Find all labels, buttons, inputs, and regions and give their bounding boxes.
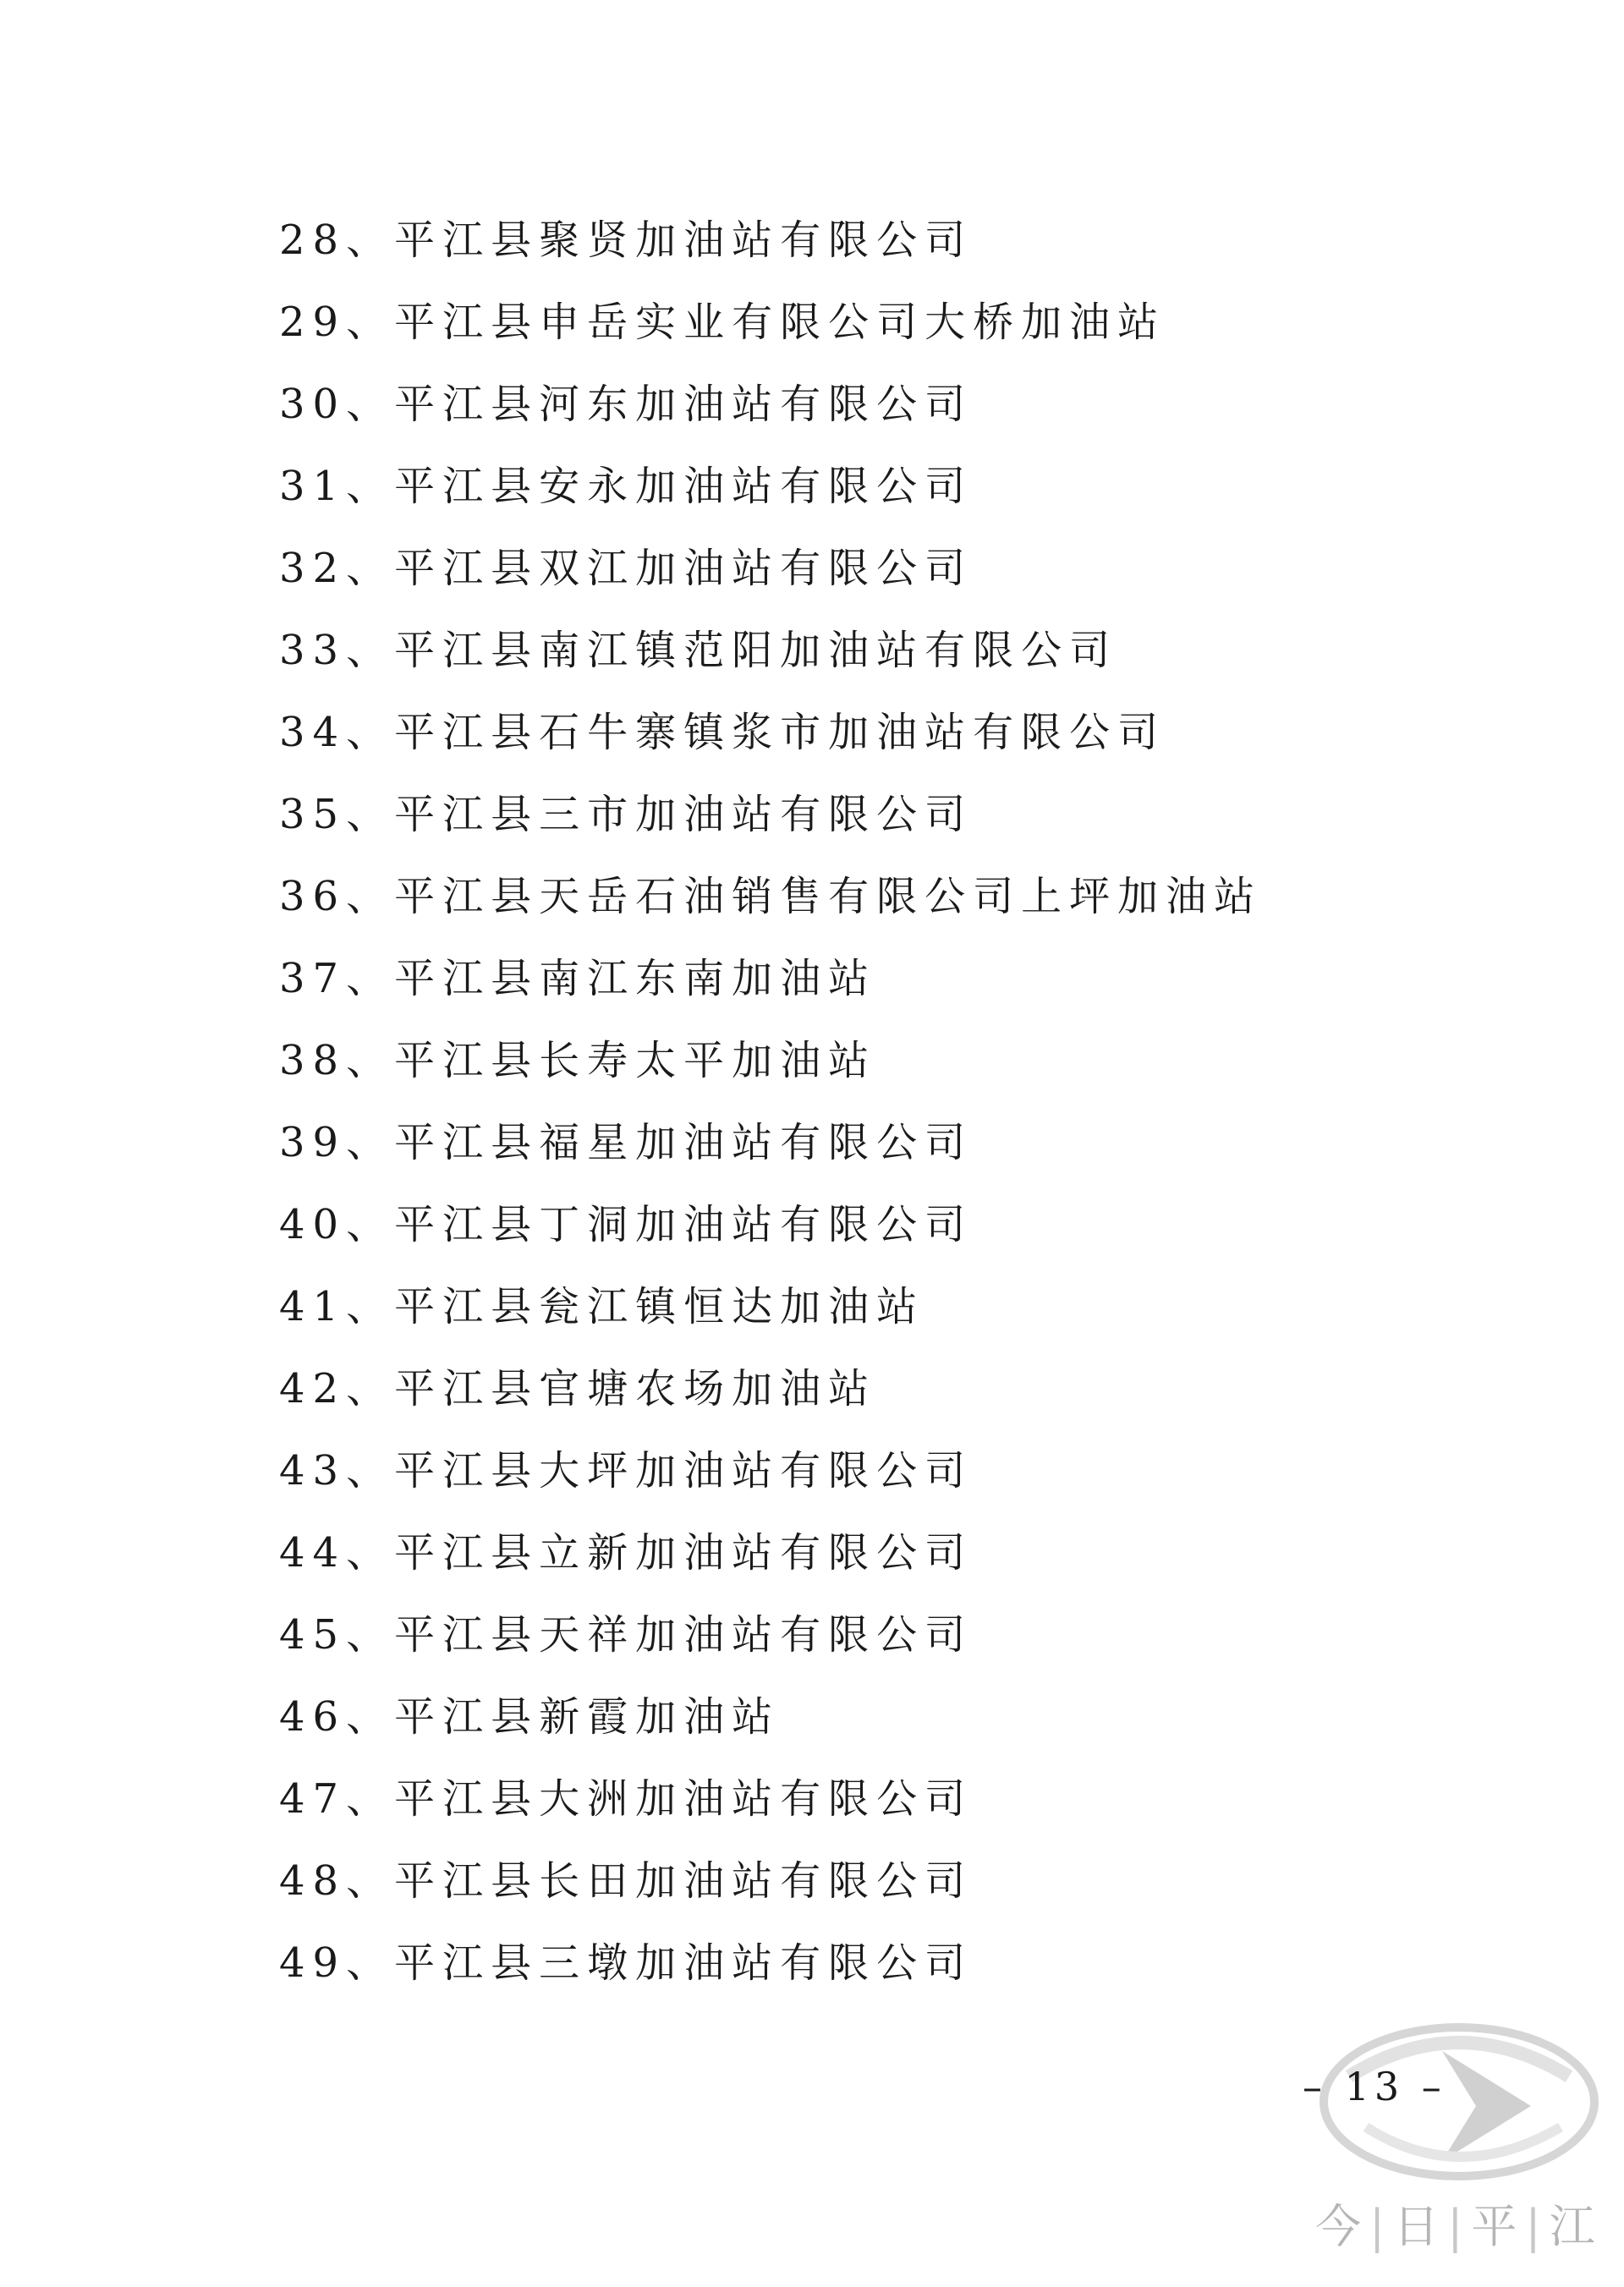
list-item: 48、平江县长田加油站有限公司 (279, 1857, 974, 1905)
list-item: 46、平江县新霞加油站 (279, 1693, 781, 1741)
list-item: 32、平江县双江加油站有限公司 (279, 545, 974, 592)
list-item: 31、平江县安永加油站有限公司 (279, 463, 974, 510)
list-item: 34、平江县石牛寨镇浆市加油站有限公司 (279, 709, 1166, 756)
list-item: 30、平江县河东加油站有限公司 (279, 381, 974, 428)
list-item: 40、平江县丁洞加油站有限公司 (279, 1201, 974, 1248)
page-number: – 13 – (1303, 2064, 1446, 2109)
list-item: 47、平江县大洲加油站有限公司 (279, 1775, 974, 1823)
list-item: 39、平江县福星加油站有限公司 (279, 1119, 974, 1166)
watermark-char: 平 (1471, 2200, 1521, 2253)
list-item: 36、平江县天岳石油销售有限公司上坪加油站 (279, 873, 1263, 920)
list-item: 37、平江县南江东南加油站 (279, 955, 877, 1002)
list-item: 33、平江县南江镇范阳加油站有限公司 (279, 627, 1118, 674)
gas-station-list (279, 210, 1262, 2015)
list-item: 49、平江县三墩加油站有限公司 (279, 1939, 974, 1987)
list-item: 28、平江县聚贤加油站有限公司 (279, 217, 974, 264)
list-item: 42、平江县官塘农场加油站 (279, 1365, 877, 1412)
list-item: 41、平江县瓮江镇恒达加油站 (279, 1283, 925, 1330)
watermark-char: 今 (1315, 2200, 1364, 2253)
list-item: 44、平江县立新加油站有限公司 (279, 1529, 974, 1577)
list-item: 29、平江县申岳实业有限公司大桥加油站 (279, 299, 1166, 346)
watermark-char: 日 (1393, 2200, 1443, 2253)
watermark-char: 江 (1549, 2200, 1599, 2253)
list-item: 35、平江县三市加油站有限公司 (279, 791, 974, 838)
list-item: 45、平江县天祥加油站有限公司 (279, 1611, 974, 1659)
list-item: 38、平江县长寿太平加油站 (279, 1037, 877, 1084)
watermark-text: 今 | 日 | 平 | 江 (1315, 2200, 1599, 2253)
list-item: 43、平江县大坪加油站有限公司 (279, 1447, 974, 1495)
